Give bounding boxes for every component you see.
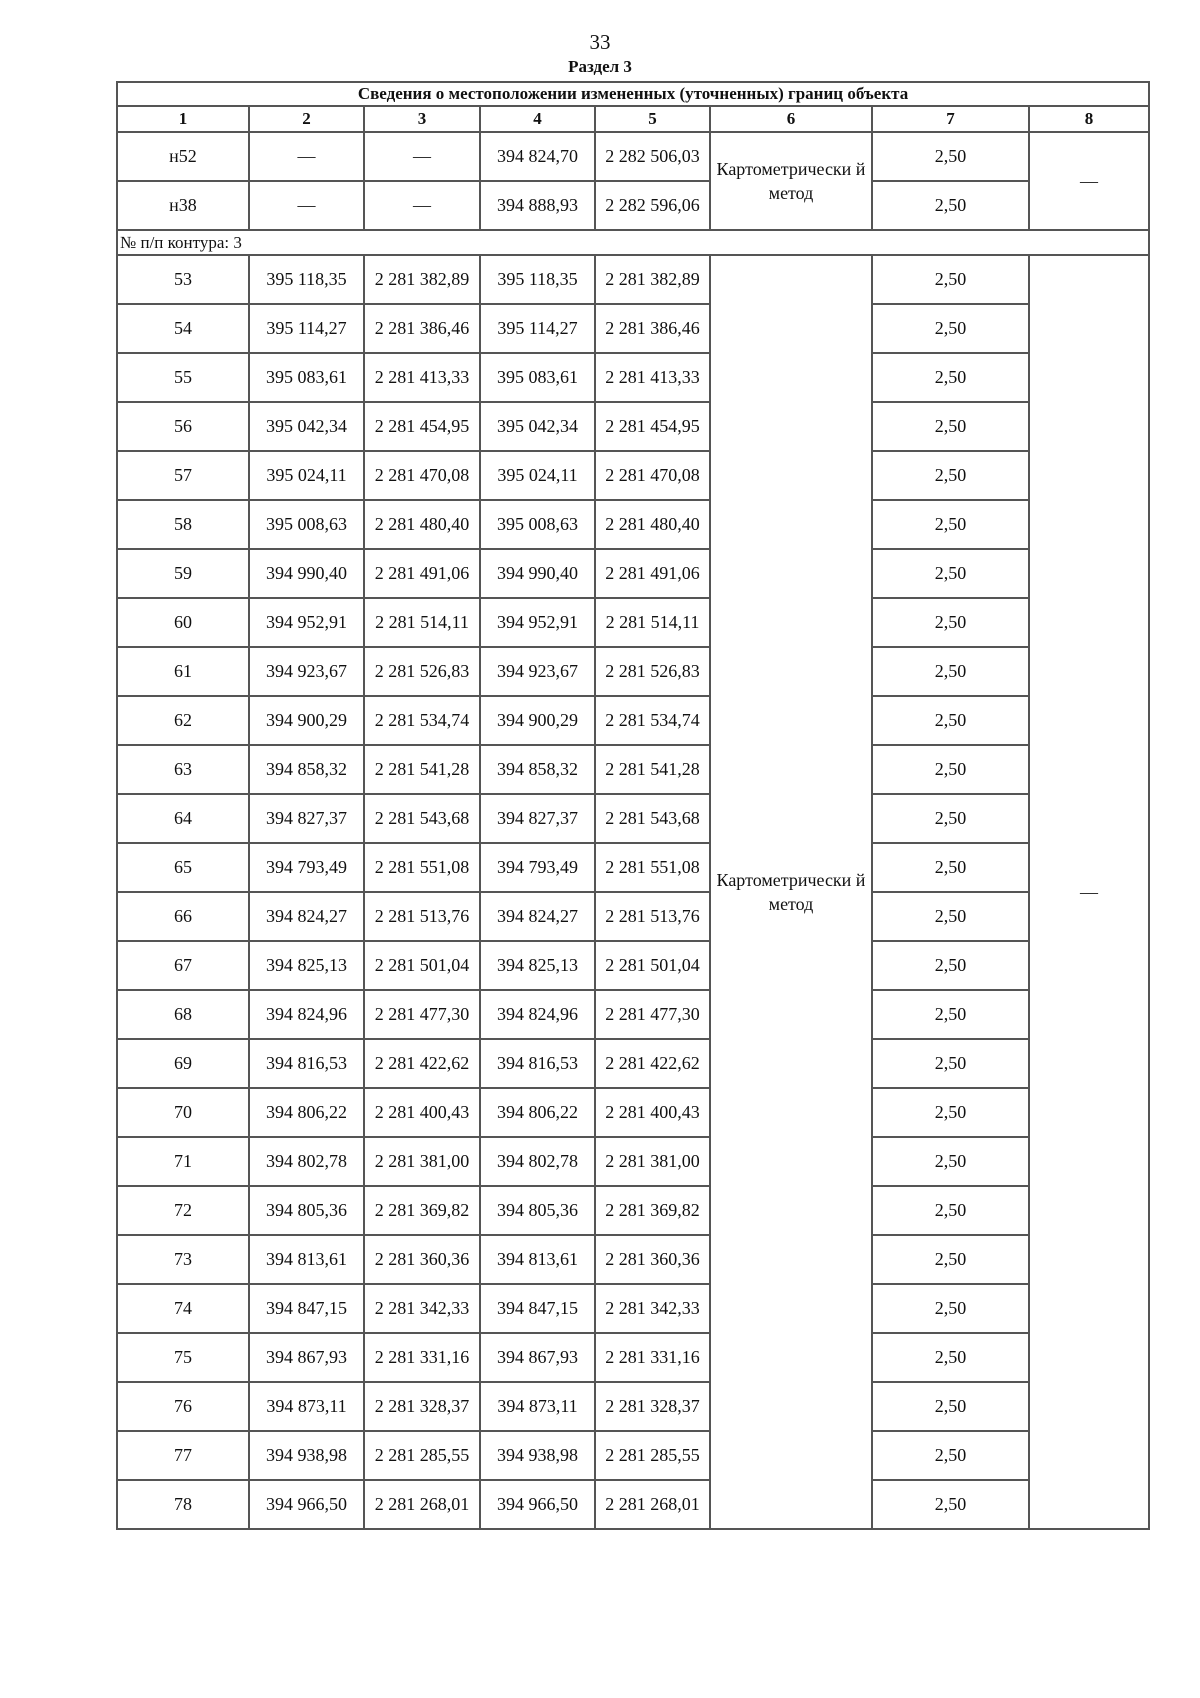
accuracy-cell: 2,50 bbox=[872, 500, 1029, 549]
existing-x-cell: 395 118,35 bbox=[249, 255, 364, 304]
point-number-cell: н38 bbox=[117, 181, 249, 230]
refined-x-cell: 394 867,93 bbox=[480, 1333, 595, 1382]
table-row bbox=[117, 549, 1149, 598]
table-row bbox=[117, 647, 1149, 696]
accuracy-cell: 2,50 bbox=[872, 892, 1029, 941]
accuracy-cell: 2,50 bbox=[872, 1137, 1029, 1186]
accuracy-cell: 2,50 bbox=[872, 1480, 1029, 1529]
table-row bbox=[117, 181, 1149, 230]
accuracy-cell: 2,50 bbox=[872, 843, 1029, 892]
existing-y-cell: 2 281 514,11 bbox=[364, 598, 480, 647]
refined-y-cell: 2 281 480,40 bbox=[595, 500, 710, 549]
table-row bbox=[117, 1431, 1149, 1480]
existing-x-cell: 395 114,27 bbox=[249, 304, 364, 353]
table-row bbox=[117, 402, 1149, 451]
existing-x-cell: 395 008,63 bbox=[249, 500, 364, 549]
table-row bbox=[117, 132, 1149, 181]
refined-x-cell: 394 858,32 bbox=[480, 745, 595, 794]
table-row bbox=[117, 353, 1149, 402]
accuracy-cell: 2,50 bbox=[872, 1382, 1029, 1431]
accuracy-cell: 2,50 bbox=[872, 1186, 1029, 1235]
refined-x-cell: 394 990,40 bbox=[480, 549, 595, 598]
existing-x-cell: 394 827,37 bbox=[249, 794, 364, 843]
accuracy-cell: 2,50 bbox=[872, 598, 1029, 647]
method-cell: Картометрически й метод bbox=[710, 132, 872, 230]
table-row bbox=[117, 1382, 1149, 1431]
refined-x-cell: 394 816,53 bbox=[480, 1039, 595, 1088]
column-number: 1 bbox=[117, 106, 249, 132]
accuracy-cell: 2,50 bbox=[872, 1333, 1029, 1382]
existing-y-cell: 2 281 541,28 bbox=[364, 745, 480, 794]
table-row bbox=[117, 1235, 1149, 1284]
existing-y-cell: 2 281 360,36 bbox=[364, 1235, 480, 1284]
section-title: Раздел 3 bbox=[568, 57, 632, 76]
existing-y-cell: 2 281 381,00 bbox=[364, 1137, 480, 1186]
existing-x-cell: 394 813,61 bbox=[249, 1235, 364, 1284]
point-number-cell: 64 bbox=[117, 794, 249, 843]
table-row bbox=[117, 1333, 1149, 1382]
refined-x-cell: 394 824,70 bbox=[480, 132, 595, 181]
accuracy-cell: 2,50 bbox=[872, 451, 1029, 500]
point-number-cell: 55 bbox=[117, 353, 249, 402]
refined-x-cell: 394 923,67 bbox=[480, 647, 595, 696]
refined-x-cell: 394 900,29 bbox=[480, 696, 595, 745]
table-row bbox=[117, 255, 1149, 304]
existing-y-cell: — bbox=[364, 181, 480, 230]
existing-x-cell: 394 793,49 bbox=[249, 843, 364, 892]
table-row bbox=[117, 1284, 1149, 1333]
accuracy-cell: 2,50 bbox=[872, 353, 1029, 402]
accuracy-cell: 2,50 bbox=[872, 402, 1029, 451]
refined-y-cell: 2 282 506,03 bbox=[595, 132, 710, 181]
existing-x-cell: 394 952,91 bbox=[249, 598, 364, 647]
existing-y-cell: 2 281 480,40 bbox=[364, 500, 480, 549]
accuracy-cell: 2,50 bbox=[872, 132, 1029, 181]
refined-x-cell: 395 008,63 bbox=[480, 500, 595, 549]
accuracy-cell: 2,50 bbox=[872, 255, 1029, 304]
table-row bbox=[117, 598, 1149, 647]
refined-x-cell: 394 952,91 bbox=[480, 598, 595, 647]
accuracy-cell: 2,50 bbox=[872, 304, 1029, 353]
accuracy-cell: 2,50 bbox=[872, 1284, 1029, 1333]
point-number-cell: 54 bbox=[117, 304, 249, 353]
existing-y-cell: 2 281 422,62 bbox=[364, 1039, 480, 1088]
refined-y-cell: 2 281 514,11 bbox=[595, 598, 710, 647]
existing-y-cell: 2 281 400,43 bbox=[364, 1088, 480, 1137]
refined-x-cell: 394 802,78 bbox=[480, 1137, 595, 1186]
existing-x-cell: 394 990,40 bbox=[249, 549, 364, 598]
existing-x-cell: 394 858,32 bbox=[249, 745, 364, 794]
point-number-cell: 53 bbox=[117, 255, 249, 304]
refined-y-cell: 2 281 422,62 bbox=[595, 1039, 710, 1088]
refined-y-cell: 2 282 596,06 bbox=[595, 181, 710, 230]
point-number-cell: 68 bbox=[117, 990, 249, 1039]
table-row bbox=[117, 1480, 1149, 1529]
table-row bbox=[117, 745, 1149, 794]
accuracy-cell: 2,50 bbox=[872, 745, 1029, 794]
refined-x-cell: 394 806,22 bbox=[480, 1088, 595, 1137]
column-number: 7 bbox=[872, 106, 1029, 132]
accuracy-cell: 2,50 bbox=[872, 941, 1029, 990]
refined-x-cell: 394 793,49 bbox=[480, 843, 595, 892]
accuracy-cell: 2,50 bbox=[872, 1235, 1029, 1284]
existing-y-cell: 2 281 551,08 bbox=[364, 843, 480, 892]
point-number-cell: 58 bbox=[117, 500, 249, 549]
existing-x-cell: 394 825,13 bbox=[249, 941, 364, 990]
point-number-cell: 62 bbox=[117, 696, 249, 745]
existing-x-cell: 394 805,36 bbox=[249, 1186, 364, 1235]
point-number-cell: 73 bbox=[117, 1235, 249, 1284]
point-number-cell: 69 bbox=[117, 1039, 249, 1088]
method-cell: Картометрически й метод bbox=[710, 255, 872, 1529]
page-number: 33 bbox=[589, 30, 611, 54]
point-number-cell: 72 bbox=[117, 1186, 249, 1235]
refined-x-cell: 394 824,27 bbox=[480, 892, 595, 941]
table-row bbox=[117, 1088, 1149, 1137]
table-row bbox=[117, 941, 1149, 990]
existing-x-cell: 394 873,11 bbox=[249, 1382, 364, 1431]
existing-y-cell: 2 281 526,83 bbox=[364, 647, 480, 696]
refined-x-cell: 395 042,34 bbox=[480, 402, 595, 451]
table-row bbox=[117, 794, 1149, 843]
existing-y-cell: 2 281 342,33 bbox=[364, 1284, 480, 1333]
existing-y-cell: 2 281 331,16 bbox=[364, 1333, 480, 1382]
refined-x-cell: 394 824,96 bbox=[480, 990, 595, 1039]
column-number: 4 bbox=[480, 106, 595, 132]
refined-y-cell: 2 281 491,06 bbox=[595, 549, 710, 598]
existing-x-cell: 394 824,96 bbox=[249, 990, 364, 1039]
table-row bbox=[117, 500, 1149, 549]
refined-y-cell: 2 281 534,74 bbox=[595, 696, 710, 745]
refined-x-cell: 394 847,15 bbox=[480, 1284, 595, 1333]
refined-y-cell: 2 281 386,46 bbox=[595, 304, 710, 353]
refined-y-cell: 2 281 268,01 bbox=[595, 1480, 710, 1529]
existing-y-cell: 2 281 328,37 bbox=[364, 1382, 480, 1431]
refined-y-cell: 2 281 400,43 bbox=[595, 1088, 710, 1137]
table-row bbox=[117, 1137, 1149, 1186]
point-number-cell: 60 bbox=[117, 598, 249, 647]
refined-y-cell: 2 281 513,76 bbox=[595, 892, 710, 941]
table-row bbox=[117, 892, 1149, 941]
accuracy-cell: 2,50 bbox=[872, 990, 1029, 1039]
refined-x-cell: 394 873,11 bbox=[480, 1382, 595, 1431]
existing-y-cell: 2 281 534,74 bbox=[364, 696, 480, 745]
existing-x-cell: 394 816,53 bbox=[249, 1039, 364, 1088]
refined-y-cell: 2 281 470,08 bbox=[595, 451, 710, 500]
refined-x-cell: 394 825,13 bbox=[480, 941, 595, 990]
refined-x-cell: 394 966,50 bbox=[480, 1480, 595, 1529]
existing-x-cell: 395 042,34 bbox=[249, 402, 364, 451]
existing-y-cell: 2 281 501,04 bbox=[364, 941, 480, 990]
column-number: 3 bbox=[364, 106, 480, 132]
existing-y-cell: 2 281 454,95 bbox=[364, 402, 480, 451]
accuracy-cell: 2,50 bbox=[872, 1039, 1029, 1088]
point-number-cell: 70 bbox=[117, 1088, 249, 1137]
refined-x-cell: 394 805,36 bbox=[480, 1186, 595, 1235]
existing-y-cell: 2 281 513,76 bbox=[364, 892, 480, 941]
point-number-cell: 66 bbox=[117, 892, 249, 941]
refined-x-cell: 395 118,35 bbox=[480, 255, 595, 304]
coordinates-table bbox=[116, 81, 1150, 1530]
accuracy-cell: 2,50 bbox=[872, 696, 1029, 745]
existing-x-cell: 394 923,67 bbox=[249, 647, 364, 696]
description-cell: — bbox=[1029, 255, 1149, 1529]
refined-y-cell: 2 281 454,95 bbox=[595, 402, 710, 451]
existing-y-cell: 2 281 382,89 bbox=[364, 255, 480, 304]
existing-x-cell: 394 867,93 bbox=[249, 1333, 364, 1382]
existing-y-cell: 2 281 477,30 bbox=[364, 990, 480, 1039]
existing-y-cell: 2 281 491,06 bbox=[364, 549, 480, 598]
existing-x-cell: 394 847,15 bbox=[249, 1284, 364, 1333]
existing-x-cell: 394 966,50 bbox=[249, 1480, 364, 1529]
table-caption-row bbox=[117, 82, 1149, 106]
refined-y-cell: 2 281 382,89 bbox=[595, 255, 710, 304]
refined-x-cell: 394 827,37 bbox=[480, 794, 595, 843]
table-row bbox=[117, 451, 1149, 500]
refined-y-cell: 2 281 501,04 bbox=[595, 941, 710, 990]
table-row bbox=[117, 843, 1149, 892]
contour-label: № п/п контура: 3 bbox=[117, 230, 1149, 255]
existing-x-cell: 395 083,61 bbox=[249, 353, 364, 402]
existing-y-cell: 2 281 285,55 bbox=[364, 1431, 480, 1480]
table-row bbox=[117, 696, 1149, 745]
point-number-cell: 61 bbox=[117, 647, 249, 696]
existing-x-cell: 394 824,27 bbox=[249, 892, 364, 941]
point-number-cell: 65 bbox=[117, 843, 249, 892]
accuracy-cell: 2,50 bbox=[872, 647, 1029, 696]
refined-y-cell: 2 281 285,55 bbox=[595, 1431, 710, 1480]
refined-y-cell: 2 281 543,68 bbox=[595, 794, 710, 843]
refined-x-cell: 395 083,61 bbox=[480, 353, 595, 402]
existing-x-cell: 394 938,98 bbox=[249, 1431, 364, 1480]
point-number-cell: 67 bbox=[117, 941, 249, 990]
accuracy-cell: 2,50 bbox=[872, 1088, 1029, 1137]
table-row bbox=[117, 990, 1149, 1039]
refined-x-cell: 394 813,61 bbox=[480, 1235, 595, 1284]
refined-y-cell: 2 281 413,33 bbox=[595, 353, 710, 402]
existing-x-cell: 394 900,29 bbox=[249, 696, 364, 745]
refined-x-cell: 395 024,11 bbox=[480, 451, 595, 500]
point-number-cell: 77 bbox=[117, 1431, 249, 1480]
table-row bbox=[117, 304, 1149, 353]
refined-y-cell: 2 281 551,08 bbox=[595, 843, 710, 892]
column-number: 8 bbox=[1029, 106, 1149, 132]
existing-x-cell: 394 802,78 bbox=[249, 1137, 364, 1186]
table-row bbox=[117, 1039, 1149, 1088]
column-number: 2 bbox=[249, 106, 364, 132]
point-number-cell: 76 bbox=[117, 1382, 249, 1431]
refined-y-cell: 2 281 369,82 bbox=[595, 1186, 710, 1235]
table-row bbox=[117, 1186, 1149, 1235]
point-number-cell: 74 bbox=[117, 1284, 249, 1333]
accuracy-cell: 2,50 bbox=[872, 181, 1029, 230]
column-number: 6 bbox=[710, 106, 872, 132]
point-number-cell: 78 bbox=[117, 1480, 249, 1529]
refined-y-cell: 2 281 342,33 bbox=[595, 1284, 710, 1333]
column-number-row bbox=[117, 106, 1149, 132]
point-number-cell: 71 bbox=[117, 1137, 249, 1186]
existing-y-cell: 2 281 369,82 bbox=[364, 1186, 480, 1235]
existing-x-cell: — bbox=[249, 181, 364, 230]
point-number-cell: 56 bbox=[117, 402, 249, 451]
refined-x-cell: 394 938,98 bbox=[480, 1431, 595, 1480]
refined-y-cell: 2 281 381,00 bbox=[595, 1137, 710, 1186]
accuracy-cell: 2,50 bbox=[872, 1431, 1029, 1480]
existing-y-cell: 2 281 386,46 bbox=[364, 304, 480, 353]
existing-y-cell: 2 281 268,01 bbox=[364, 1480, 480, 1529]
existing-x-cell: 394 806,22 bbox=[249, 1088, 364, 1137]
point-number-cell: 63 bbox=[117, 745, 249, 794]
column-number: 5 bbox=[595, 106, 710, 132]
refined-y-cell: 2 281 541,28 bbox=[595, 745, 710, 794]
point-number-cell: 57 bbox=[117, 451, 249, 500]
existing-y-cell: 2 281 543,68 bbox=[364, 794, 480, 843]
refined-y-cell: 2 281 477,30 bbox=[595, 990, 710, 1039]
refined-y-cell: 2 281 526,83 bbox=[595, 647, 710, 696]
existing-y-cell: 2 281 470,08 bbox=[364, 451, 480, 500]
table-caption: Сведения о местоположении измененных (уточненных) границ объекта bbox=[117, 82, 1149, 106]
refined-x-cell: 394 888,93 bbox=[480, 181, 595, 230]
refined-y-cell: 2 281 328,37 bbox=[595, 1382, 710, 1431]
refined-y-cell: 2 281 360,36 bbox=[595, 1235, 710, 1284]
refined-y-cell: 2 281 331,16 bbox=[595, 1333, 710, 1382]
existing-x-cell: 395 024,11 bbox=[249, 451, 364, 500]
point-number-cell: 59 bbox=[117, 549, 249, 598]
point-number-cell: н52 bbox=[117, 132, 249, 181]
existing-y-cell: — bbox=[364, 132, 480, 181]
accuracy-cell: 2,50 bbox=[872, 794, 1029, 843]
accuracy-cell: 2,50 bbox=[872, 549, 1029, 598]
refined-x-cell: 395 114,27 bbox=[480, 304, 595, 353]
existing-y-cell: 2 281 413,33 bbox=[364, 353, 480, 402]
existing-x-cell: — bbox=[249, 132, 364, 181]
contour-label-row bbox=[117, 230, 1149, 255]
description-cell: — bbox=[1029, 132, 1149, 230]
point-number-cell: 75 bbox=[117, 1333, 249, 1382]
